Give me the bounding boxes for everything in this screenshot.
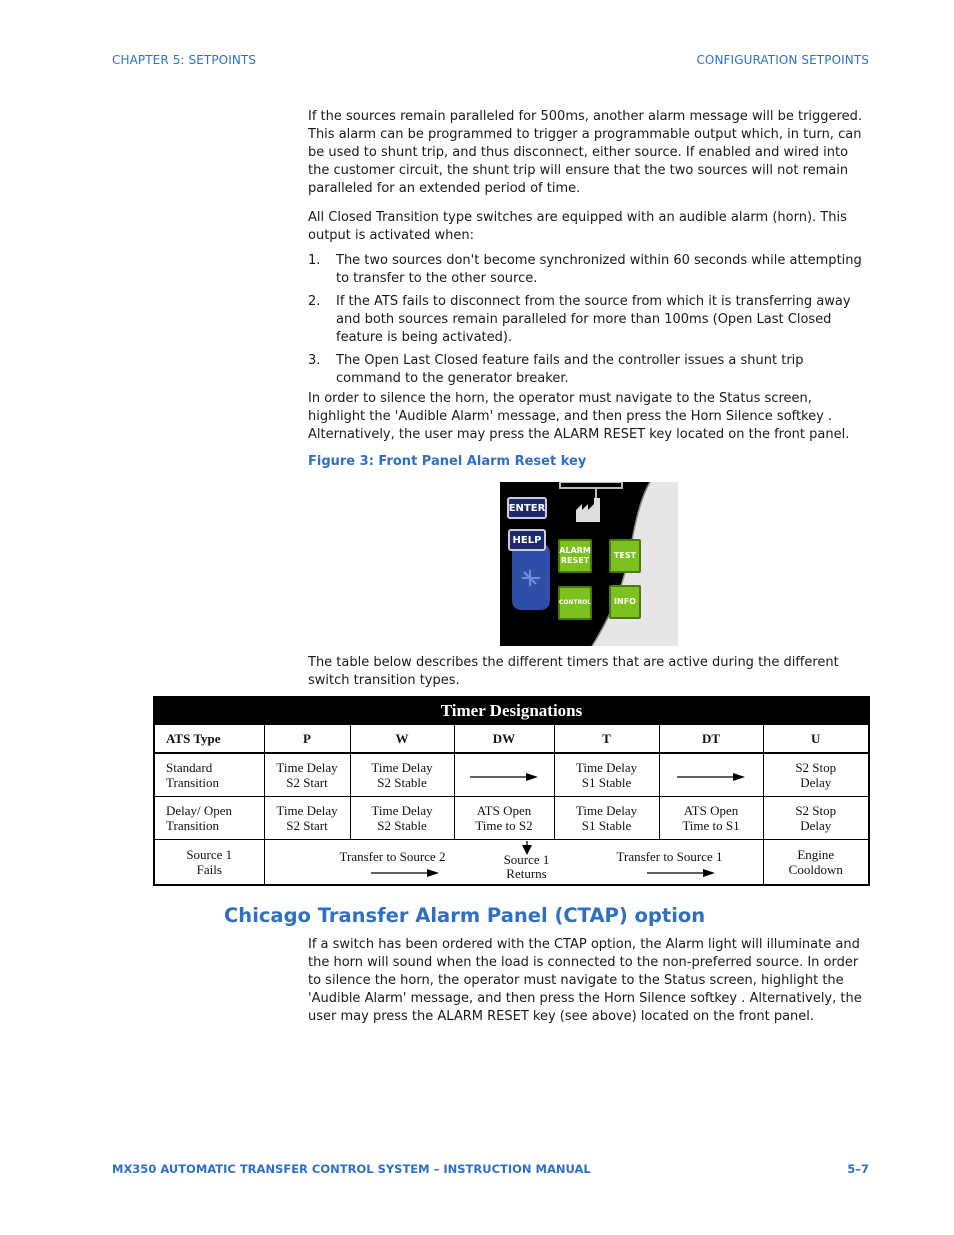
table-row: Standard Transition Time Delay S2 Start Time Delay S2 Stable Time Delay S1 Stable S2 Stop Delay [154, 753, 869, 797]
arrow-right-icon [371, 868, 439, 878]
figure-caption: Figure 3: Front Panel Alarm Reset key [308, 454, 587, 469]
section-header: CONFIGURATION SETPOINTS [696, 53, 869, 67]
alarm-condition-list [308, 252, 870, 388]
chapter-header: CHAPTER 5: SETPOINTS [112, 53, 257, 67]
paragraph-text: If a switch has been ordered with the CTAP option, the Alarm light will illuminate and the horn will sound when the load is connected to the non-preferred source. In order to silence the horn, the operator must navigate to the Status screen, highlight the 'Audible Alarm' message, and then press the Horn Silence softkey . Alternatively, the user may press the ALARM RESET key (see above) located on the front panel. [308, 937, 862, 1024]
paragraph-horn [308, 209, 870, 444]
arrow-right-icon [470, 772, 538, 782]
timer-designations-table [153, 696, 870, 886]
manual-footer: MX350 AUTOMATIC TRANSFER CONTROL SYSTEM – INSTRUCTION MANUAL [112, 1162, 591, 1176]
paragraph-text: In order to silence the horn, the operator must navigate to the Status screen, highlight the 'Audible Alarm' message, and then press the Horn Silence softkey . Alternatively, the user may press the ALARM RESET key located on the front panel. [308, 391, 850, 442]
header-p: P [264, 725, 350, 754]
header-u: U [763, 725, 869, 754]
section-heading: Chicago Transfer Alarm Panel (CTAP) option [224, 904, 706, 927]
list-item: 3. The Open Last Closed feature fails and the controller issues a shunt trip command to the generator breaker. [308, 353, 804, 386]
front-panel-photo [500, 482, 678, 646]
header-dw: DW [454, 725, 554, 754]
header-ats-type: ATS Type [154, 725, 264, 754]
list-item: 2. If the ATS fails to disconnect from the source from which it is transferring away and both sources remain paralleled for more than 100ms (Open Last Closed feature is being activated). [308, 294, 851, 345]
table-row: Source 1 Fails Transfer to Source 2 Source 1 Returns Transfer to Source 1 Engine Cooldown [154, 840, 869, 886]
test-key: TEST [609, 539, 641, 573]
paragraph-text: All Closed Transition type switches are equipped with an audible alarm (horn). This output is activated when: [308, 210, 847, 243]
paragraph-text: If the sources remain paralleled for 500ms, another alarm message will be triggered. This alarm can be programmed to trigger a programmable output which, in turn, can be used to shunt trip, and thus disconnect, either source. If enabled and wired into the customer circuit, the shunt trip will ensure that the two sources will not remain paralleled for an extended period of time. [308, 109, 862, 196]
alarm-reset-key: ALARM RESET [558, 539, 592, 573]
paragraph-text: The table below describes the different timers that are active during the different switch transition types. [308, 655, 839, 688]
table-title: Timer Designations [154, 697, 869, 725]
page-number: 5–7 [847, 1162, 869, 1176]
table-row: Delay/ Open Transition Time Delay S2 Start Time Delay S2 Stable ATS Open Time to S2 Time Delay S1 Stable ATS Open Time to S1 S2 Stop Delay [154, 797, 869, 840]
source-1-returns-label: Source 1 Returns [503, 852, 550, 881]
arrow-right-icon [677, 772, 745, 782]
header-t: T [554, 725, 659, 754]
help-key: HELP [508, 529, 546, 551]
list-item: 1. The two sources don't become synchronized within 60 seconds while attempting to transfer to the other source. [308, 253, 862, 286]
transfer-to-source-1-label: Transfer to Source 1 [616, 849, 723, 864]
transfer-sequence [265, 841, 763, 883]
paragraph-ctap [308, 936, 870, 1026]
table-header-row [154, 725, 869, 754]
header-w: W [350, 725, 454, 754]
control-key: CONTROL [558, 586, 592, 620]
paragraph-paralleled [308, 108, 870, 198]
info-key: INFO [609, 585, 641, 619]
enter-key: ENTER [507, 497, 547, 519]
transfer-to-source-2-label: Transfer to Source 2 [339, 849, 446, 864]
arrow-right-icon [647, 868, 715, 878]
paragraph-table-intro [308, 654, 870, 690]
header-dt: DT [659, 725, 763, 754]
